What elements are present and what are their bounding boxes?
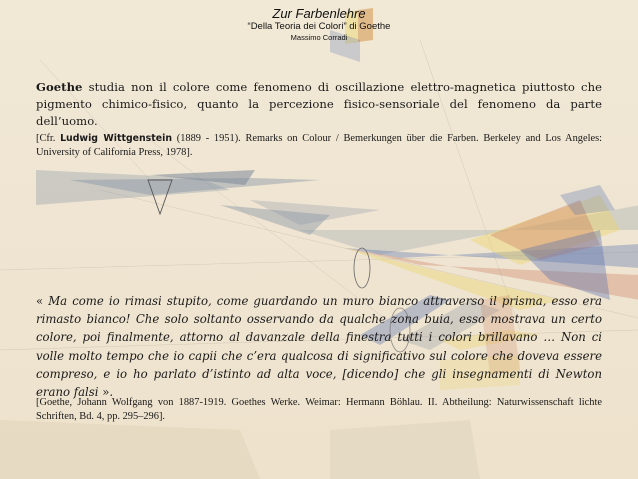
intro-name: Goethe — [36, 80, 83, 94]
slide-subtitle: “Della Teoria dei Colori” di Goethe — [247, 21, 391, 32]
quote-close-mark: ». — [98, 385, 114, 400]
slide-header — [0, 6, 638, 43]
citation-wittgenstein — [36, 132, 602, 160]
slide-author: Massimo Corradi — [290, 33, 348, 42]
quote-open-mark: « — [36, 294, 49, 308]
citation-goethe-werke: [Goethe, Johann Wolfgang von 1887-1919. Goethes Werke. Weimar: Hermann Böhlau. II. Abtheilung: Naturwissenschaft lichte Schriften, Bd. 4, pp. 295–296]. — [36, 397, 602, 422]
quote-text: Ma come io rimasi stupito, come guardando un muro bianco attraverso il prisma, esso era rimasto bianco! Che solo soltanto osservando da qualche zona buia, esso mostrava un certo colore, poi finalmente, attorno al davanzale della finestra tutti i colori brillavano … Non ci volle molto tempo che io capii che c’era qualcosa di significativo sul colore che doveva essere compreso, e io ho parlato d’istinto ad alta voce, [dicendo] che gli insegnamenti di Newton erano falsi — [36, 294, 602, 400]
slide-title: Zur Farbenlehre — [272, 6, 366, 21]
citation-1-prefix: [Cfr. — [36, 133, 61, 144]
citation-1-text: (1889 - 1951). Remarks on Colour / Bemerkungen über die Farben. Berkeley and Los Angeles: University of California Press, 1978]. — [36, 133, 602, 158]
citation-1-name: Ludwig Wittgenstein — [60, 133, 172, 144]
intro-paragraph — [36, 79, 602, 130]
goethe-quote — [36, 292, 602, 401]
intro-text: studia non il colore come fenomeno di oscillazione elettro-magnetica piuttosto che pigmento chimico-fisico, quanto la percezione fisico-sensoriale del fenomeno da parte dell’uomo. — [36, 80, 602, 128]
